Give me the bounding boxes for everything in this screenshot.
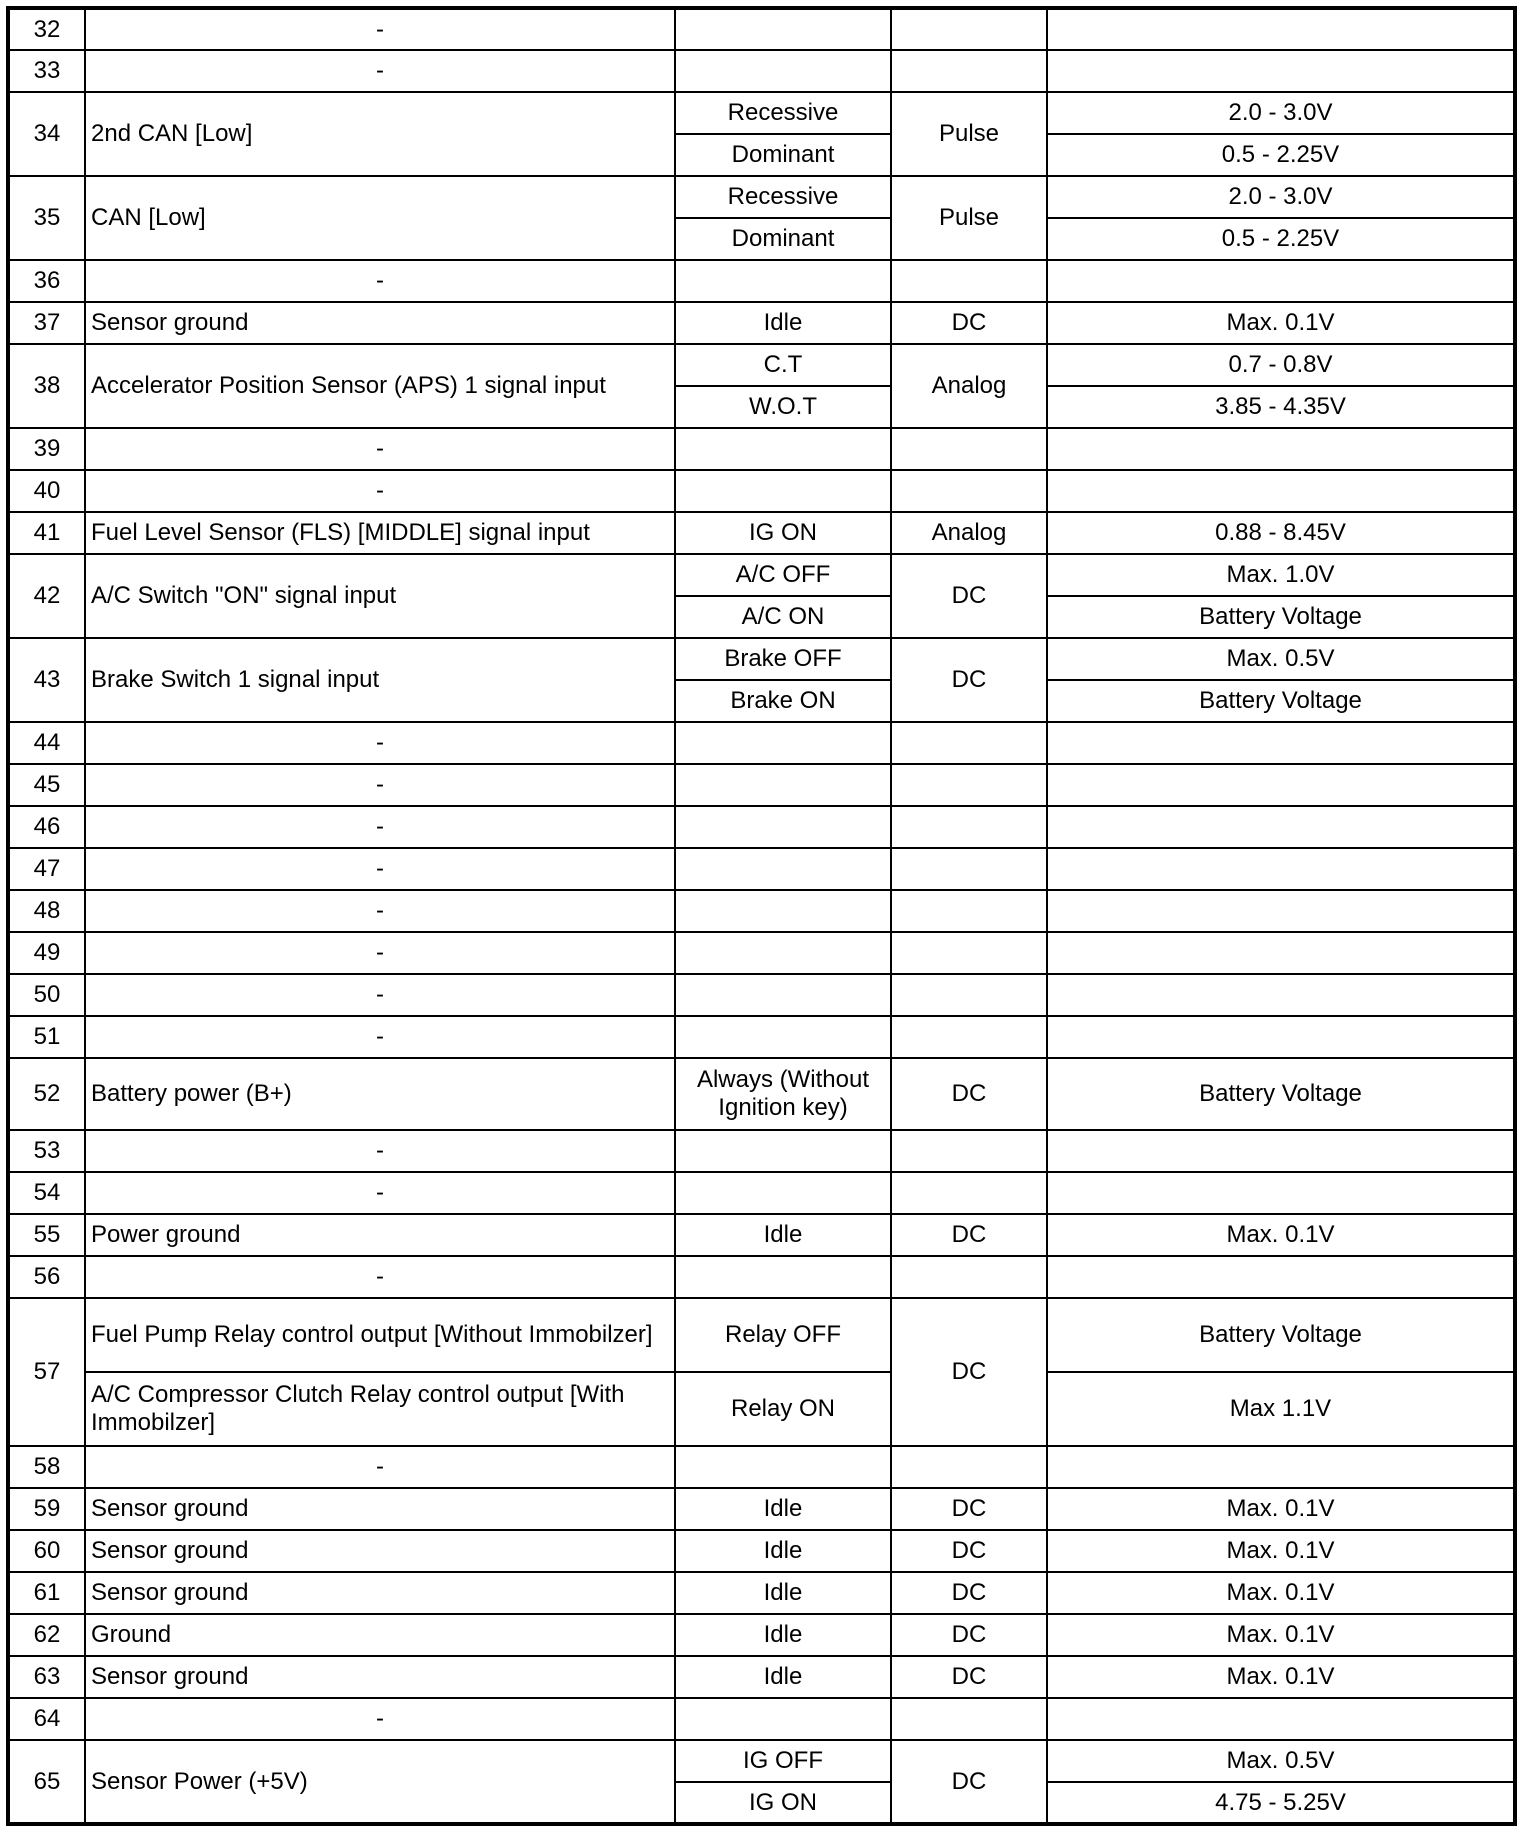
type-cell — [891, 764, 1047, 806]
pin-number: 50 — [8, 974, 85, 1016]
level-cell — [1047, 1016, 1515, 1058]
level-cell: 0.5 - 2.25V — [1047, 134, 1515, 176]
table-row — [8, 638, 1515, 680]
pin-description: - — [85, 1130, 675, 1172]
pin-description: Sensor ground — [85, 1530, 675, 1572]
table-row — [8, 554, 1515, 596]
condition-cell: Idle — [675, 1488, 891, 1530]
level-cell — [1047, 764, 1515, 806]
table-row — [8, 344, 1515, 386]
type-cell: DC — [891, 1488, 1047, 1530]
level-cell — [1047, 806, 1515, 848]
level-cell — [1047, 1698, 1515, 1740]
pin-number: 62 — [8, 1614, 85, 1656]
level-cell — [1047, 1256, 1515, 1298]
type-cell — [891, 1130, 1047, 1172]
pin-number: 48 — [8, 890, 85, 932]
table-row — [8, 1698, 1515, 1740]
pin-description: - — [85, 1016, 675, 1058]
condition-cell — [675, 722, 891, 764]
condition-cell — [675, 974, 891, 1016]
type-cell — [891, 1172, 1047, 1214]
pin-description: 2nd CAN [Low] — [85, 92, 675, 176]
pin-description: - — [85, 260, 675, 302]
condition-cell: Brake OFF — [675, 638, 891, 680]
table-row — [8, 302, 1515, 344]
type-cell — [891, 260, 1047, 302]
pin-number: 42 — [8, 554, 85, 638]
level-cell: 0.88 - 8.45V — [1047, 512, 1515, 554]
level-cell — [1047, 1446, 1515, 1488]
pin-description: - — [85, 764, 675, 806]
pin-description: - — [85, 8, 675, 50]
level-cell — [1047, 8, 1515, 50]
pin-description: - — [85, 1172, 675, 1214]
pin-number: 61 — [8, 1572, 85, 1614]
level-cell — [1047, 848, 1515, 890]
condition-cell: W.O.T — [675, 386, 891, 428]
type-cell: Analog — [891, 512, 1047, 554]
pin-description: Sensor ground — [85, 1488, 675, 1530]
type-cell — [891, 428, 1047, 470]
type-cell — [891, 1698, 1047, 1740]
table-row — [8, 1488, 1515, 1530]
table-row — [8, 722, 1515, 764]
condition-cell — [675, 8, 891, 50]
pin-description: Brake Switch 1 signal input — [85, 638, 675, 722]
table-row — [8, 470, 1515, 512]
pin-number: 38 — [8, 344, 85, 428]
table-row — [8, 974, 1515, 1016]
condition-cell: Idle — [675, 1572, 891, 1614]
pin-description: - — [85, 890, 675, 932]
level-cell — [1047, 932, 1515, 974]
table-row — [8, 50, 1515, 92]
level-cell — [1047, 722, 1515, 764]
type-cell — [891, 1446, 1047, 1488]
table-row — [8, 8, 1515, 50]
pin-description: Battery power (B+) — [85, 1058, 675, 1130]
table-row — [8, 764, 1515, 806]
table-row — [8, 1214, 1515, 1256]
pin-number: 36 — [8, 260, 85, 302]
condition-cell: Always (Without Ignition key) — [675, 1058, 891, 1130]
pin-number: 60 — [8, 1530, 85, 1572]
type-cell — [891, 50, 1047, 92]
pin-signal-table — [6, 6, 1517, 1826]
pin-description: CAN [Low] — [85, 176, 675, 260]
pin-number: 54 — [8, 1172, 85, 1214]
table-row — [8, 806, 1515, 848]
pin-description: - — [85, 848, 675, 890]
condition-cell: IG ON — [675, 1782, 891, 1824]
pin-number: 55 — [8, 1214, 85, 1256]
level-cell — [1047, 428, 1515, 470]
level-cell: 2.0 - 3.0V — [1047, 176, 1515, 218]
condition-cell: Idle — [675, 1530, 891, 1572]
type-cell — [891, 848, 1047, 890]
level-cell — [1047, 890, 1515, 932]
condition-cell — [675, 848, 891, 890]
pin-number: 34 — [8, 92, 85, 176]
level-cell: Max. 0.5V — [1047, 1740, 1515, 1782]
table-row — [8, 1172, 1515, 1214]
condition-cell — [675, 1256, 891, 1298]
pin-description: - — [85, 1698, 675, 1740]
pin-number: 47 — [8, 848, 85, 890]
condition-cell — [675, 1446, 891, 1488]
type-cell — [891, 1016, 1047, 1058]
type-cell — [891, 806, 1047, 848]
type-cell: DC — [891, 554, 1047, 638]
table-row — [8, 92, 1515, 134]
pin-number: 46 — [8, 806, 85, 848]
level-cell: 3.85 - 4.35V — [1047, 386, 1515, 428]
pin-number: 40 — [8, 470, 85, 512]
level-cell — [1047, 50, 1515, 92]
pin-number: 43 — [8, 638, 85, 722]
type-cell: DC — [891, 1298, 1047, 1446]
level-cell: Max. 1.0V — [1047, 554, 1515, 596]
pin-description: Sensor Power (+5V) — [85, 1740, 675, 1824]
condition-cell: IG OFF — [675, 1740, 891, 1782]
type-cell — [891, 974, 1047, 1016]
type-cell — [891, 890, 1047, 932]
table-row — [8, 890, 1515, 932]
pin-number: 49 — [8, 932, 85, 974]
type-cell — [891, 722, 1047, 764]
table-row — [8, 848, 1515, 890]
level-cell — [1047, 470, 1515, 512]
condition-cell — [675, 50, 891, 92]
type-cell: DC — [891, 1572, 1047, 1614]
pin-number: 65 — [8, 1740, 85, 1824]
table-row — [8, 1656, 1515, 1698]
pin-description: Sensor ground — [85, 1656, 675, 1698]
condition-cell — [675, 890, 891, 932]
condition-cell — [675, 1172, 891, 1214]
level-cell: Max 1.1V — [1047, 1372, 1515, 1446]
type-cell — [891, 932, 1047, 974]
type-cell — [891, 470, 1047, 512]
pin-description: - — [85, 1446, 675, 1488]
level-cell: 4.75 - 5.25V — [1047, 1782, 1515, 1824]
pin-number: 53 — [8, 1130, 85, 1172]
type-cell: Analog — [891, 344, 1047, 428]
level-cell: Max. 0.1V — [1047, 1572, 1515, 1614]
condition-cell — [675, 1130, 891, 1172]
pin-number: 59 — [8, 1488, 85, 1530]
table-row — [8, 1614, 1515, 1656]
type-cell: Pulse — [891, 92, 1047, 176]
pin-number: 32 — [8, 8, 85, 50]
pin-number: 63 — [8, 1656, 85, 1698]
level-cell: Battery Voltage — [1047, 1298, 1515, 1372]
condition-cell: Relay ON — [675, 1372, 891, 1446]
table-row — [8, 1298, 1515, 1372]
level-cell — [1047, 974, 1515, 1016]
condition-cell — [675, 470, 891, 512]
table-row — [8, 260, 1515, 302]
condition-cell — [675, 806, 891, 848]
level-cell: Max. 0.1V — [1047, 1214, 1515, 1256]
pin-description: - — [85, 974, 675, 1016]
pin-description: - — [85, 470, 675, 512]
pin-description: Ground — [85, 1614, 675, 1656]
condition-cell: Idle — [675, 302, 891, 344]
pin-number: 56 — [8, 1256, 85, 1298]
level-cell — [1047, 260, 1515, 302]
table-row — [8, 1530, 1515, 1572]
table-row — [8, 1256, 1515, 1298]
level-cell: Max. 0.1V — [1047, 1656, 1515, 1698]
condition-cell — [675, 1016, 891, 1058]
level-cell — [1047, 1172, 1515, 1214]
table-row — [8, 1130, 1515, 1172]
table-row — [8, 1058, 1515, 1130]
type-cell: DC — [891, 1614, 1047, 1656]
level-cell — [1047, 1130, 1515, 1172]
level-cell: Max. 0.1V — [1047, 1614, 1515, 1656]
condition-cell: C.T — [675, 344, 891, 386]
pin-description: - — [85, 932, 675, 974]
condition-cell: Brake ON — [675, 680, 891, 722]
pin-number: 51 — [8, 1016, 85, 1058]
pin-number: 58 — [8, 1446, 85, 1488]
pin-number: 33 — [8, 50, 85, 92]
level-cell: Max. 0.5V — [1047, 638, 1515, 680]
table-row — [8, 176, 1515, 218]
condition-cell — [675, 1698, 891, 1740]
type-cell — [891, 1256, 1047, 1298]
level-cell: 0.5 - 2.25V — [1047, 218, 1515, 260]
type-cell: DC — [891, 1530, 1047, 1572]
condition-cell: Idle — [675, 1614, 891, 1656]
condition-cell — [675, 428, 891, 470]
table-row — [8, 512, 1515, 554]
level-cell: Max. 0.1V — [1047, 302, 1515, 344]
pin-number: 37 — [8, 302, 85, 344]
pin-description: - — [85, 428, 675, 470]
table-subrow — [8, 1372, 1515, 1446]
condition-cell: Idle — [675, 1214, 891, 1256]
condition-cell: Dominant — [675, 134, 891, 176]
condition-cell: Dominant — [675, 218, 891, 260]
pin-number: 57 — [8, 1298, 85, 1446]
type-cell: DC — [891, 1656, 1047, 1698]
type-cell — [891, 8, 1047, 50]
pin-description: A/C Compressor Clutch Relay control output [With Immobilzer] — [85, 1372, 675, 1446]
condition-cell — [675, 932, 891, 974]
condition-cell: A/C OFF — [675, 554, 891, 596]
pin-description: Sensor ground — [85, 1572, 675, 1614]
pin-description: Fuel Level Sensor (FLS) [MIDDLE] signal input — [85, 512, 675, 554]
table-row — [8, 932, 1515, 974]
table-row — [8, 1446, 1515, 1488]
level-cell: 0.7 - 0.8V — [1047, 344, 1515, 386]
table-row — [8, 1572, 1515, 1614]
pin-number: 41 — [8, 512, 85, 554]
pin-description: Fuel Pump Relay control output [Without Immobilzer] — [85, 1298, 675, 1372]
type-cell: DC — [891, 1214, 1047, 1256]
type-cell: DC — [891, 302, 1047, 344]
pin-number: 39 — [8, 428, 85, 470]
condition-cell — [675, 260, 891, 302]
table-row — [8, 1016, 1515, 1058]
pin-number: 35 — [8, 176, 85, 260]
condition-cell: Recessive — [675, 176, 891, 218]
type-cell: Pulse — [891, 176, 1047, 260]
pin-number: 45 — [8, 764, 85, 806]
pin-description: - — [85, 1256, 675, 1298]
type-cell: DC — [891, 1058, 1047, 1130]
condition-cell: A/C ON — [675, 596, 891, 638]
level-cell: Max. 0.1V — [1047, 1488, 1515, 1530]
level-cell: 2.0 - 3.0V — [1047, 92, 1515, 134]
level-cell: Battery Voltage — [1047, 680, 1515, 722]
pin-description: Sensor ground — [85, 302, 675, 344]
type-cell: DC — [891, 638, 1047, 722]
condition-cell: Idle — [675, 1656, 891, 1698]
pin-description: Accelerator Position Sensor (APS) 1 signal input — [85, 344, 675, 428]
level-cell: Battery Voltage — [1047, 1058, 1515, 1130]
pin-description: - — [85, 806, 675, 848]
condition-cell: IG ON — [675, 512, 891, 554]
level-cell: Battery Voltage — [1047, 596, 1515, 638]
table-row — [8, 428, 1515, 470]
pin-number: 52 — [8, 1058, 85, 1130]
condition-cell: Recessive — [675, 92, 891, 134]
pin-number: 64 — [8, 1698, 85, 1740]
condition-cell — [675, 764, 891, 806]
condition-cell: Relay OFF — [675, 1298, 891, 1372]
table-row — [8, 1740, 1515, 1782]
pin-description: - — [85, 50, 675, 92]
pin-number: 44 — [8, 722, 85, 764]
pin-description: Power ground — [85, 1214, 675, 1256]
pin-description: A/C Switch "ON" signal input — [85, 554, 675, 638]
level-cell: Max. 0.1V — [1047, 1530, 1515, 1572]
type-cell: DC — [891, 1740, 1047, 1824]
pin-description: - — [85, 722, 675, 764]
